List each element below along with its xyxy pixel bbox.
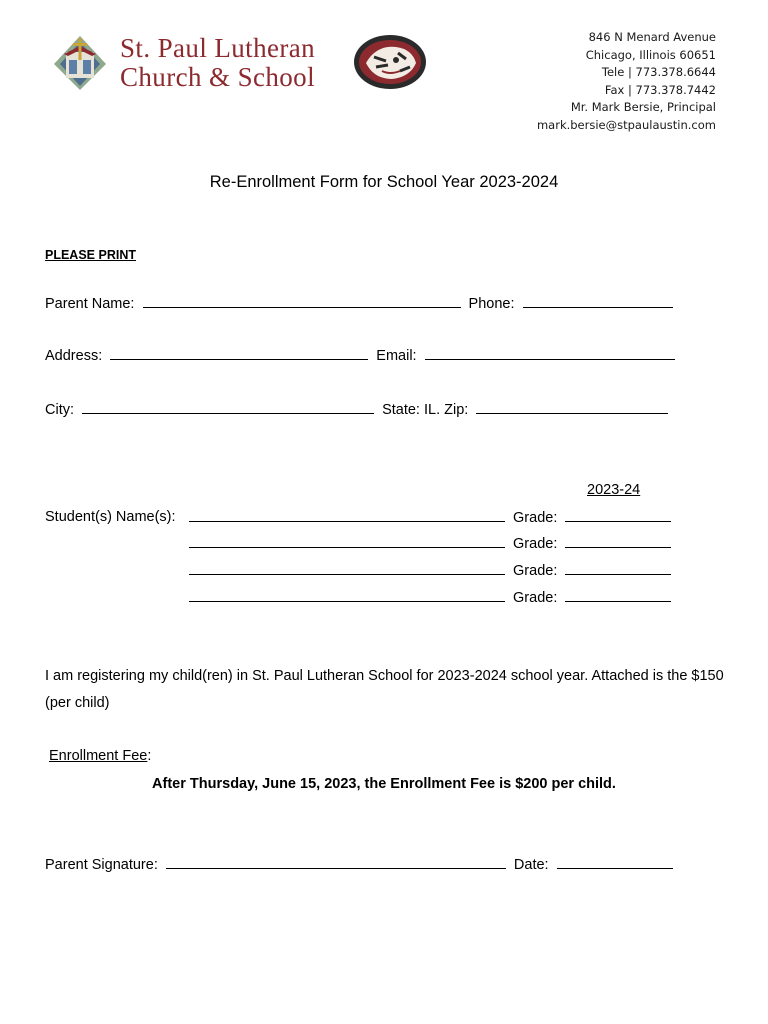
grade-field[interactable] <box>565 562 671 575</box>
grade-label: Grade: <box>513 590 558 606</box>
phone-label: Phone: <box>468 296 515 312</box>
student-name-field[interactable] <box>189 509 505 522</box>
principal-name: Mr. Mark Bersie, Principal <box>570 100 716 115</box>
school-name: St. Paul Lutheran Church & School <box>120 33 316 92</box>
form-title: Re-Enrollment Form for School Year 2023-2024 <box>209 173 559 191</box>
zip-field[interactable] <box>476 401 668 414</box>
grade-field[interactable] <box>565 509 671 522</box>
student-row <box>185 535 675 552</box>
email-label: Email: <box>376 348 417 364</box>
enrollment-fee-colon: : <box>147 748 152 764</box>
date-label: Date: <box>513 857 549 873</box>
city-row <box>45 401 672 418</box>
street-address: 846 N Menard Avenue <box>588 30 716 44</box>
city-field[interactable] <box>82 401 374 414</box>
parent-name-row <box>45 295 677 312</box>
city-state-zip: Chicago, Illinois 60651 <box>585 47 716 62</box>
address-field[interactable] <box>110 347 368 360</box>
parent-name-field[interactable] <box>143 295 461 308</box>
city-label: City: <box>45 402 74 418</box>
church-logo-icon <box>52 34 108 92</box>
please-print-note: PLEASE PRINT <box>45 248 136 262</box>
enrollment-fee-label: Enrollment Fee <box>49 748 148 764</box>
parent-name-label: Parent Name: <box>45 296 135 312</box>
state-label: State: IL. <box>382 402 441 418</box>
tiger-mascot-icon <box>352 33 428 91</box>
student-name-field[interactable] <box>189 535 505 548</box>
grade-label: Grade: <box>513 563 558 579</box>
phone-field[interactable] <box>523 295 673 308</box>
student-row <box>185 562 675 579</box>
grade-field[interactable] <box>565 589 671 602</box>
grade-label: Grade: <box>513 510 558 526</box>
fax: Fax | 773.378.7442 <box>604 82 716 97</box>
grade-field[interactable] <box>565 535 671 548</box>
email-field[interactable] <box>425 347 675 360</box>
address-label: Address: <box>45 348 103 364</box>
signature-field[interactable] <box>166 856 506 869</box>
grade-label: Grade: <box>513 536 558 552</box>
telephone: Tele | 773.378.6644 <box>601 65 716 80</box>
student-row <box>185 589 675 606</box>
contact-info <box>537 29 716 135</box>
signature-label: Parent Signature: <box>45 857 158 873</box>
student-row <box>185 509 675 526</box>
registration-statement: I am registering my child(ren) in St. Paul Lutheran School for 2023-2024 school year. Attached is the $150 (per child) <box>45 668 724 711</box>
date-field[interactable] <box>557 856 673 869</box>
address-row <box>45 347 679 364</box>
student-name-field[interactable] <box>189 562 505 575</box>
zip-label: Zip: <box>444 402 469 418</box>
late-fee-notice: After Thursday, June 15, 2023, the Enrollment Fee is $200 per child. <box>152 776 616 792</box>
students-label: Student(s) Name(s): <box>45 509 176 525</box>
principal-email: mark.bersie@stpaulaustin.com <box>536 117 716 132</box>
grade-year-header: 2023-24 <box>587 482 641 498</box>
enrollment-fee-heading <box>49 748 151 764</box>
signature-row <box>45 856 677 873</box>
student-name-field[interactable] <box>189 589 505 602</box>
